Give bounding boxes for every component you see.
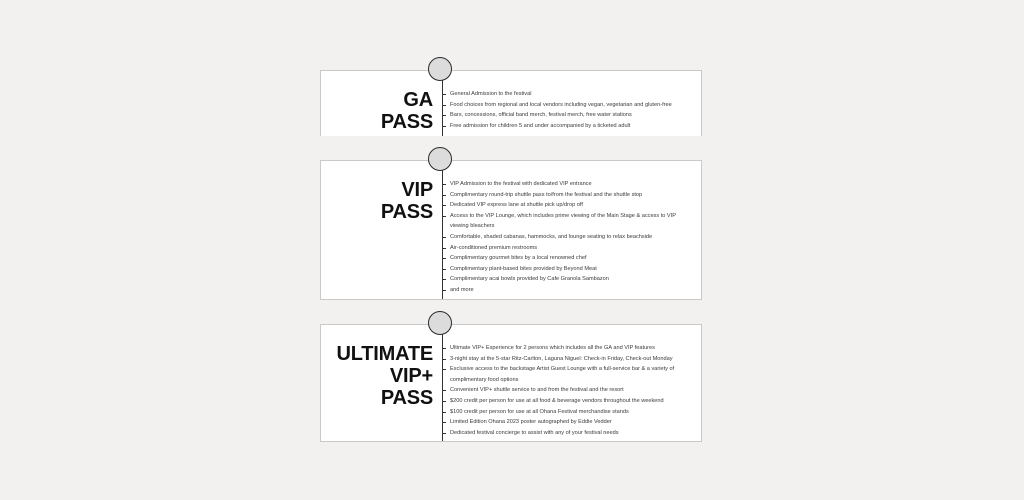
feature-item: Ultimate VIP+ Experience for 2 persons which includes all the GA and VIP features <box>444 343 694 354</box>
feature-item: Access to the VIP Lounge, which includes prime viewing of the Main Stage & access to VIP viewing bleachers <box>444 211 694 232</box>
feature-list <box>444 343 694 438</box>
feature-item: Exclusive access to the backstage Artist Guest Lounge with a full-service bar & a variety of complimentary food options <box>444 364 694 385</box>
pass-title-line: PASS <box>380 201 433 223</box>
ultimate-vip-plus-pass-card <box>320 324 702 442</box>
pass-title-line: ULTIMATE <box>336 343 433 365</box>
feature-item: Comfortable, shaded cabanas, hammocks, and lounge seating to relax beachside <box>444 232 694 243</box>
pass-title-line: GA <box>403 89 433 111</box>
feature-item: Limited Edition Ohana 2023 poster autographed by Eddie Vedder <box>444 417 694 428</box>
vip-pass-card <box>320 160 702 300</box>
pass-title <box>336 343 433 409</box>
feature-item: Complimentary gourmet bites by a local renowned chef <box>444 253 694 264</box>
feature-item: Complimentary plant-based bites provided by Beyond Meat <box>444 264 694 275</box>
pass-title-line: PASS <box>380 111 433 133</box>
timeline-node-icon <box>428 147 452 171</box>
timeline-node-icon <box>428 311 452 335</box>
pass-title-line: VIP+ <box>389 365 433 387</box>
feature-item: Food choices from regional and local vendors including vegan, vegetarian and gluten-free <box>444 100 694 111</box>
timeline-node-icon <box>428 57 452 81</box>
feature-item: Complimentary acai bowls provided by Cafe Granola Sambazon <box>444 274 694 285</box>
feature-item: Air-conditioned premium restrooms <box>444 243 694 254</box>
feature-item: Bars, concessions, official band merch, festival merch, free water stations <box>444 110 694 121</box>
feature-item: Free admission for children 5 and under accompanied by a ticketed adult <box>444 121 694 132</box>
feature-item: General Admission to the festival <box>444 89 694 100</box>
pass-title-line: VIP <box>401 179 433 201</box>
feature-item: VIP Admission to the festival with dedicated VIP entrance <box>444 179 694 190</box>
pass-title <box>381 89 433 133</box>
feature-item: and more <box>444 285 694 296</box>
card-divider <box>442 325 443 441</box>
feature-item: Dedicated festival concierge to assist with any of your festival needs <box>444 428 694 439</box>
feature-list <box>444 179 694 296</box>
pass-title-line: PASS <box>380 387 433 409</box>
feature-item: 3-night stay at the 5-star Ritz-Carlton, Laguna Niguel: Check-in Friday, Check-out Monday <box>444 354 694 365</box>
feature-item: $100 credit per person for use at all Ohana Festival merchandise stands <box>444 407 694 418</box>
card-divider <box>442 161 443 299</box>
feature-item: Convenient VIP+ shuttle service to and from the festival and the resort <box>444 385 694 396</box>
feature-item: Complimentary round-trip shuttle pass to/from the festival and the shuttle stop <box>444 190 694 201</box>
pass-title <box>381 179 433 223</box>
feature-item: Dedicated VIP express lane at shuttle pick up/drop off <box>444 200 694 211</box>
feature-list <box>444 89 694 131</box>
ga-pass-card <box>320 70 702 136</box>
feature-item: $200 credit per person for use at all food & beverage vendors throughout the weekend <box>444 396 694 407</box>
